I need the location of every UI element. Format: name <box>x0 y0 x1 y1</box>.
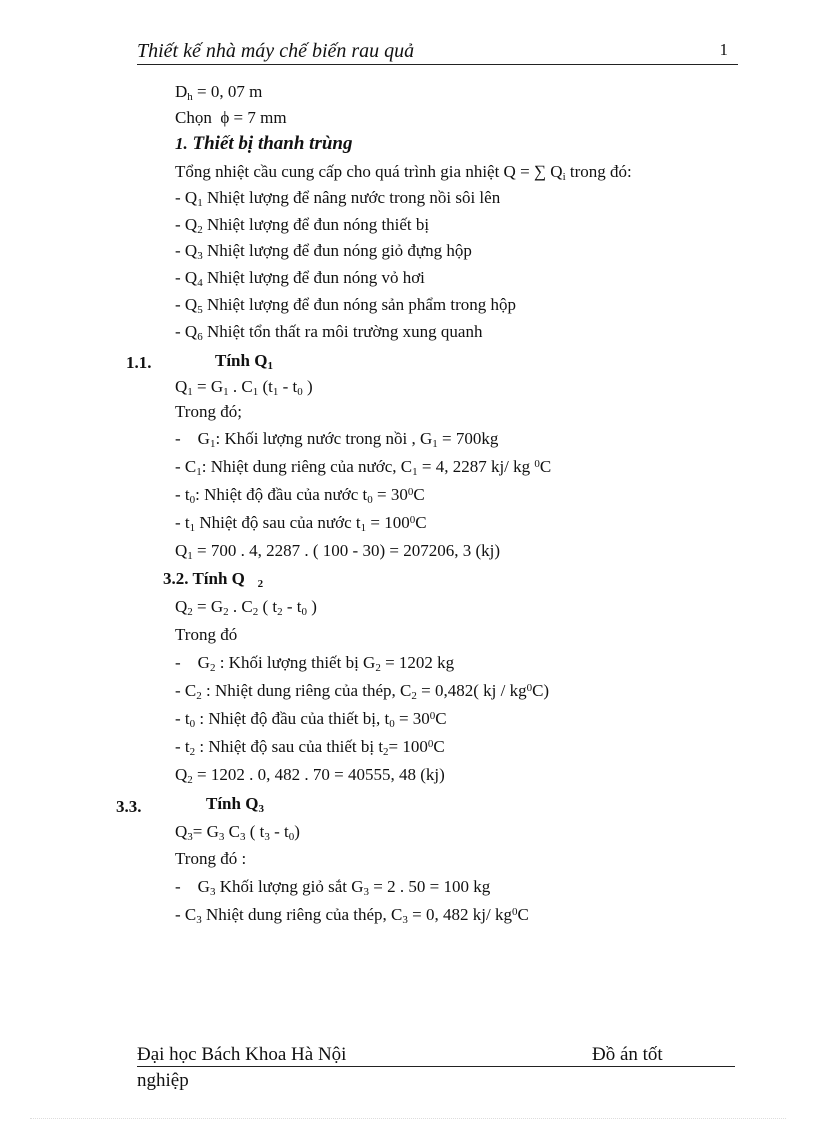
list-item: - $Q_3$ Nhiệt lượng để đun nóng giỏ đựng hộp <box>175 241 472 262</box>
q2-t0-line: - $t_0$ : Nhiệt độ đầu của thiết bị, $t_0 = 30^0C$ <box>175 709 447 730</box>
q3-formula: $Q_3= G_3$ $C_3$ ( $t_3 - t_0$) <box>175 822 300 843</box>
page-bottom-divider <box>30 1118 786 1119</box>
q1-formula: $Q_1 = G_1$ . $C_1$ ($t_1 - t_0$ ) <box>175 377 313 398</box>
q1-t0-line: - $t_0$: Nhiệt độ đầu của nước $t_0 = 30^0C$ <box>175 485 425 506</box>
q3-c-line: - $C_3$ Nhiệt dung riêng của thép, $C_3 = 0$, 482 kj/ $kg^0C$ <box>175 905 529 926</box>
list-item: - $Q_4$ Nhiệt lượng để đun nóng vỏ hơi <box>175 268 425 289</box>
footer-project-continued: nghiệp <box>137 1070 189 1091</box>
q1-t1-line: - $t_1$ Nhiệt độ sau của nước $t_1 = 100^0C$ <box>175 513 427 534</box>
footer-project: Đồ án tốt <box>592 1044 663 1065</box>
q2-formula: $Q_2 = G_2$ . $C_2$ ( $t_2 - t_0$ ) <box>175 597 317 618</box>
q1-g-line: - $G_1$: Khối lượng nước trong nồi , $G_1 = 700kg$ <box>175 429 499 450</box>
list-item: - $Q_5$ Nhiệt lượng để đun nóng sản phẩm trong hộp <box>175 295 517 316</box>
page-number: 1 <box>719 40 728 59</box>
q3-g-line: - $G_3$ Khối lượng giỏ sắt $G_3 = 2$ . 50 = 100 kg <box>175 877 491 898</box>
list-item: - $Q_1$ Nhiệt lượng để nâng nước trong nồi sôi lên <box>175 188 501 209</box>
page-header <box>137 40 738 65</box>
q1-result: $Q_1 = 700$ . 4, 2287 . ( 100 - 30) = 207206, 3 (kj) <box>175 541 500 562</box>
q1-heading: Tính $Q_1$ <box>215 351 273 372</box>
q3-heading: Tính $Q_3$ <box>206 794 264 815</box>
q2-g-line: - $G_2$ : Khối lượng thiết bị $G_2 = 1202$ kg <box>175 653 455 674</box>
q2-result: $Q_2 = 1202$ . 0, 482 . 70 = 40555, 48 (kj) <box>175 765 445 786</box>
footer-university: Đại học Bách Khoa Hà Nội <box>137 1044 347 1065</box>
q2-t2-line: - $t_2$ : Nhiệt độ sau của thiết bị $t_2= 100^0C$ <box>175 737 445 758</box>
q3-trong-do: Trong đó : <box>175 849 247 868</box>
q3-section-number: 3.3. <box>116 797 142 816</box>
q1-c-line: - $C_1$: Nhiệt dung riêng của nước, $C_1 = 4$, 2287 kj/ kg $^0$C <box>175 457 552 478</box>
list-item: - $Q_2$ Nhiệt lượng để đun nóng thiết bị <box>175 215 430 236</box>
q1-trong-do: Trong đó; <box>175 402 242 421</box>
total-heat-line: Tổng nhiệt cầu cung cấp cho quá trình gia nhiệt Q = ∑ $Q_i$ trong đó: <box>175 162 632 183</box>
q2-trong-do: Trong đó <box>175 625 238 644</box>
chon-line: Chọn ϕ = 7 mm <box>175 108 287 127</box>
q2-heading: 3.2. Tính Q $_2$ <box>163 569 264 590</box>
header-title: Thiết kế nhà máy chế biến rau quả <box>137 40 415 62</box>
dh-line: $D_h = 0$, 07 m <box>175 82 263 103</box>
q1-section-number: 1.1. <box>126 353 152 372</box>
q2-c-line: - $C_2$ : Nhiệt dung riêng của thép, $C_2 = 0,482$( kj / $kg^0C$) <box>175 681 550 702</box>
section-1-heading: 1. Thiết bị thanh trùng <box>175 133 353 154</box>
phi-symbol: ϕ <box>220 108 230 127</box>
page-footer <box>137 1044 735 1067</box>
list-item: - $Q_6$ Nhiệt tổn thất ra môi trường xung quanh <box>175 322 483 343</box>
